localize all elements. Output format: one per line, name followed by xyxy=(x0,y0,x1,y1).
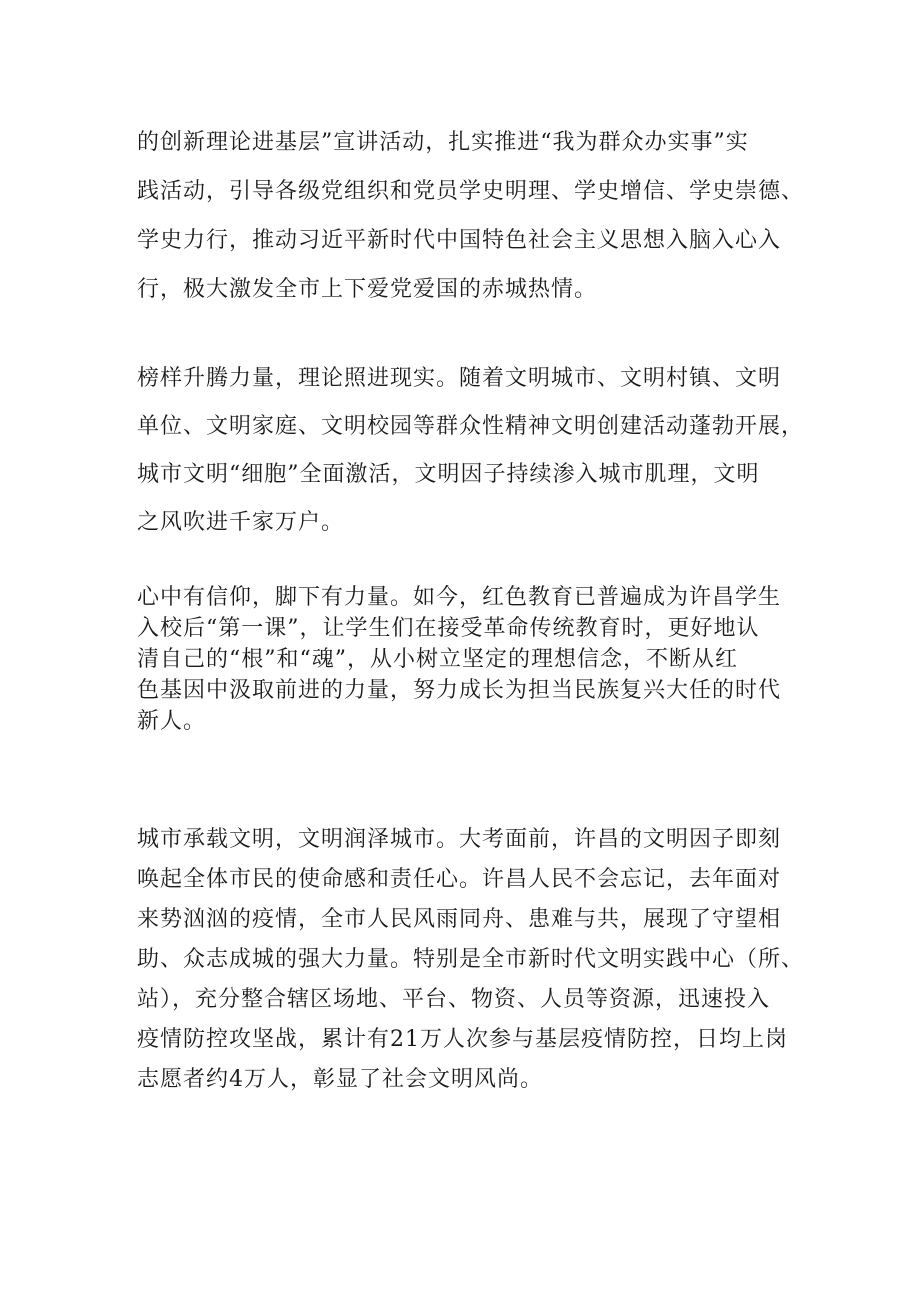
paragraph-line: 榜样升腾力量，理论照进现实。随着文明城市、文明村镇、文明 xyxy=(137,366,782,391)
paragraph-line: 新人。 xyxy=(137,709,207,734)
paragraph-line: 践活动，引导各级党组织和党员学史明理、学史增信、学史崇德、 xyxy=(137,179,805,204)
paragraph-line: 色基因中汲取前进的力量，努力成长为担当民族复兴大任的时代 xyxy=(137,678,782,703)
paragraph-line: 入校后“第一课”，让学生们在接受革命传统教育时，更好地认 xyxy=(137,616,760,641)
paragraph-line: 学史力行，推动习近平新时代中国特色社会主义思想入脑入心入 xyxy=(137,228,782,253)
paragraph-3 xyxy=(137,582,797,737)
paragraph-line: 之风吹进千家万户。 xyxy=(137,510,345,535)
paragraph-line: 疫情防控攻坚战，累计有21万人次参与基层疫情防控，日均上岗 xyxy=(137,1027,788,1052)
paragraph-line: 助、众志成城的强大力量。特别是全市新时代文明实践中心（所、 xyxy=(137,947,805,972)
paragraph-line: 站），充分整合辖区场地、平台、物资、人员等资源，迅速投入 xyxy=(137,987,771,1012)
paragraph-line: 单位、文明家庭、文明校园等群众性精神文明创建活动蓬勃开展， xyxy=(137,414,805,439)
paragraph-line: 清自己的“根”和“魂”，从小树立坚定的理想信念，不断从红 xyxy=(137,647,738,672)
paragraph-line: 行，极大激发全市上下爱党爱国的赤城热情。 xyxy=(137,277,598,302)
paragraph-line: 的创新理论进基层”宣讲活动，扎实推进“我为群众办实事”实 xyxy=(137,130,749,155)
paragraph-line: 城市文明“细胞”全面激活，文明因子持续渗入城市肌理，文明 xyxy=(137,462,760,487)
paragraph-line: 心中有信仰，脚下有力量。如今，红色教育已普遍成为许昌学生 xyxy=(137,585,782,610)
paragraph-line: 城市承载文明，文明润泽城市。大考面前，许昌的文明因子即刻 xyxy=(137,827,782,852)
paragraph-line: 志愿者约4万人，彰显了社会文明风尚。 xyxy=(137,1067,543,1092)
paragraph-2 xyxy=(137,355,805,547)
paragraph-line: 来势汹汹的疫情，全市人民风雨同舟、患难与共，展现了守望相 xyxy=(137,907,782,932)
paragraph-1 xyxy=(137,118,805,314)
paragraph-line: 唤起全体市民的使命感和责任心。许昌人民不会忘记，去年面对 xyxy=(137,867,782,892)
paragraph-4 xyxy=(137,820,805,1100)
